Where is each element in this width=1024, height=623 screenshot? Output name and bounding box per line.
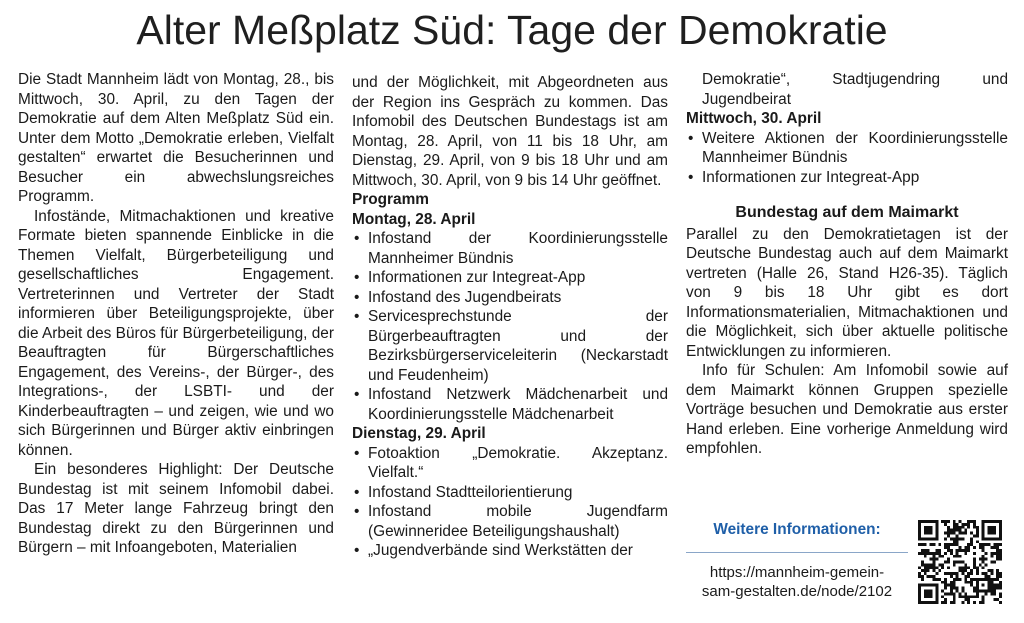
montag-heading: Montag, 28. April: [352, 210, 476, 228]
maimarkt-heading: Bundestag auf dem Maimarkt: [735, 204, 959, 221]
list-item: • Informationen zur Integreat-App: [352, 268, 668, 288]
list-item: • Infostand des Jugendbeirats: [352, 288, 668, 308]
info-url-line-2: sam-gestalten.de/node/2102: [701, 583, 893, 600]
info-heading: Weitere Informationen:: [713, 521, 881, 538]
infostaende-paragraph: Infostände, Mitmachaktionen und kreative Formate bieten spannende Einblicke in die Themen Vielfalt, Bürgerbeteiligung und gesellschaftliches Engagement. Vertreterinnen und Vertreter der Stadt informieren über Beteiligungsprojekte, über die Arbeit des Büros für Bürgerbeteiligung, der Beauftragten für Bürgerschaftliches Engagement, des Vereins-, der Bürger-, des Integrations-, der LSBTI- und der Kinderbeauftragten – und zeigen, wie und wo sich Bürgerinnen und Bürger aktiv einbringen können.: [18, 207, 334, 459]
list-item: • Fotoaktion „Demokratie. Akzeptanz. Vielfalt.“: [352, 444, 668, 483]
qr-code-icon[interactable]: [918, 520, 1002, 604]
info-url-link[interactable]: [686, 563, 908, 601]
montag-list: [352, 229, 668, 424]
maimarkt-paragraph: Parallel zu den Demokratietagen ist der Deutsche Bundestag auch auf dem Maimarkt vertreten (Halle 26, Stand H26-35). Täglich von 9 bis 18 Uhr gibt es dort Informationsmaterialien, Mitmachaktionen und die Möglichkeit, sich über aktuelle politische Entwicklungen zu informieren.: [686, 225, 1008, 360]
dienstag-heading: Dienstag, 29. April: [352, 425, 486, 442]
column-1: [18, 70, 334, 558]
list-item: • Infostand der Koordinierungsstelle Mannheimer Bündnis: [352, 229, 668, 268]
mittwoch-list: [686, 129, 1008, 188]
list-item: • Infostand Stadtteilorientierung: [352, 483, 668, 503]
info-block: [686, 520, 908, 601]
headline: Alter Meßplatz Süd: Tage der Demokratie: [136, 7, 888, 53]
list-item: • Informationen zur Integreat-App: [686, 168, 1008, 188]
mittwoch-heading: Mittwoch, 30. April: [686, 110, 822, 127]
list-item-continuation: Demokratie“, Stadtjugendring und Jugendbeirat: [702, 71, 1008, 108]
column-3: [686, 70, 1008, 459]
highlight-paragraph: Ein besonderes Highlight: Der Deutsche Bundestag ist mit seinem Infomobil dabei. Das 17 Meter lange Fahrzeug bringt den Bundestag direkt zu den Bürgerinnen und Bürgern – mit Infoangeboten, Materialien: [18, 461, 334, 556]
programm-heading: Programm: [352, 191, 429, 208]
column-2: [352, 73, 668, 561]
list-item: • „Jugendverbände sind Werkstätten der: [352, 541, 668, 561]
list-item: • Infostand Netzwerk Mädchenarbeit und Koordinierungsstelle Mädchenarbeit: [352, 385, 668, 424]
divider: [686, 552, 908, 553]
list-item: • Infostand mobile Jugendfarm (Gewinneridee Beteiligungshaushalt): [352, 502, 668, 541]
list-item: • Servicesprechstunde der Bürgerbeauftragten und der Bezirksbürgerserviceleiterin (Neckarstadt und Feudenheim): [352, 307, 668, 385]
intro-paragraph: Die Stadt Mannheim lädt von Montag, 28., bis Mittwoch, 30. April, zu den Tagen der Demokratie auf dem Alten Meßplatz Süd ein. Unter dem Motto „Demokratie erleben, Vielfalt gestalten“ erwartet die Besucherinnen und Besucher ein abwechslungsreiches Programm.: [18, 71, 334, 205]
dienstag-list: [352, 444, 668, 561]
infomobil-paragraph: und der Möglichkeit, mit Abgeordneten aus der Region ins Gespräch zu kommen. Das Infomobil des Deutschen Bundestags ist am Montag, 28. April, von 11 bis 18 Uhr, am Dienstag, 29. April, von 9 bis 18 Uhr und am Mittwoch, 30. April, von 9 bis 14 Uhr geöffnet.: [352, 74, 668, 189]
info-url-line-1: https://mannheim-gemein-: [709, 564, 885, 581]
list-item: • Weitere Aktionen der Koordinierungsstelle Mannheimer Bündnis: [686, 129, 1008, 168]
schulen-paragraph: Info für Schulen: Am Infomobil sowie auf dem Maimarkt können Gruppen spezielle Vorträge besuchen und Demokratie aus erster Hand erleben. Eine vorherige Anmeldung wird empfohlen.: [686, 362, 1008, 457]
